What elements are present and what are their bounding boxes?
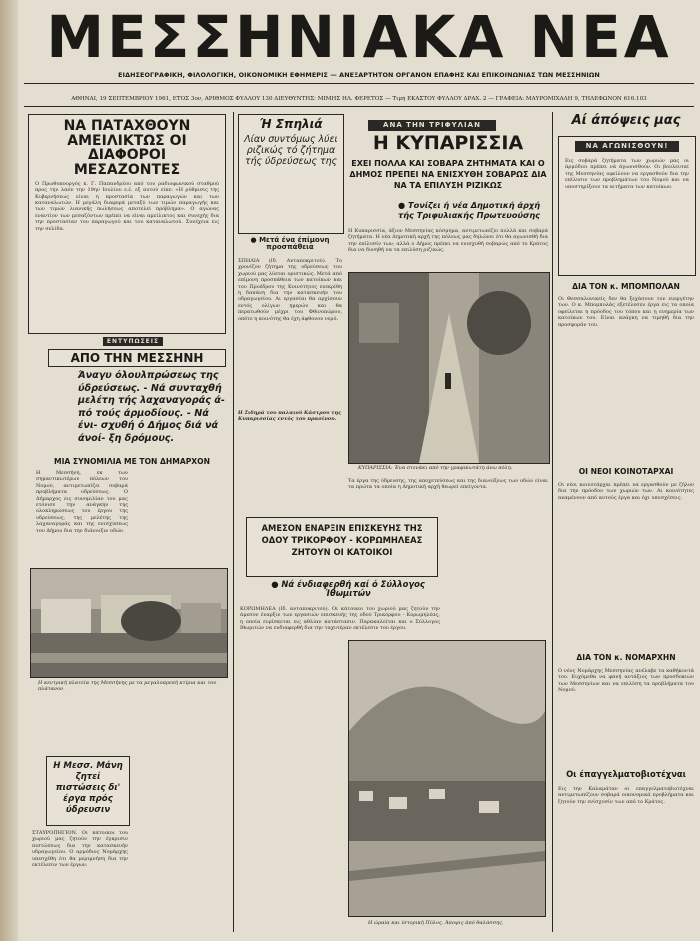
messini-quote: Άναγυ όλουλπρώσεως της ύδρεύσεως. - Νά συνταχθή μελέτη τής λαχαναγοράς ά- πό τούς άρμοδίους. - Νά ένι- σχυθή ό Δήμος διά νά άνοί- ξη δρόμους. — [78, 370, 225, 444]
messini-subheading: ΜΙΑ ΣΥΝΟΜΙΛΙΑ ΜΕ ΤΟΝ ΔΗΜΑΡΧΟΝ — [54, 457, 210, 466]
column-divider-1 — [233, 112, 234, 932]
pylos-photo — [348, 640, 546, 917]
page-binding — [0, 0, 18, 941]
messini-section-title: ΑΠΟ ΤΗΝ ΜΕΣΣΗΝΗ — [70, 351, 204, 365]
newspaper-page — [18, 0, 700, 941]
mani-box — [46, 756, 130, 826]
mani-body: ΣΤΑΥΡΟΠΗΓΙΟΝ. Οι κάτοικοι του χωριού μας ζητούν την έγκρισιν πιστώσεως δια την κατασκευήν υδραγωγείου. Ο αρμόδιος Νομάρχης υπεσχέθη ότι θα μεριμνήση δια την εκτέλεσιν των έργων. — [32, 830, 128, 869]
nomarch-heading: ΔΙΑ ΤΟΝ κ. ΝΟΜΑΡΧΗΝ — [576, 653, 676, 662]
kyparissia-photo — [348, 272, 550, 464]
agonisthoun-body: Εις σοβαρά ζητήματα των χωριών μας οι άρμόδιοι πρέπει νά άγωνισθούν. Οι βουλευταί της Μεσσηνίας οφείλουν να εργασθούν δια την επίλυσιν των προβλημάτων του Νομού και να υποστηρίξουν τα αιτήματα των κατοίκων. — [565, 158, 689, 190]
pylos-photo-caption: Η ώραία και ίστορική Πύλος. Άποψις άπό θαλάσσης. — [368, 920, 504, 926]
craftsmen-heading: Οι έπαγγελματοβιοτέχναι — [566, 769, 686, 779]
new-community-leaders-body: Οι νέοι κοινοτάρχαι πρέπει να εργασθούν με ζήλον δια την πρόοδον των χωριών των. Αι κοινότητες αναμένουν από αυτούς έργα και όχι υποσχέσεις. — [558, 482, 694, 501]
masthead-title: ΜΕΣΣΗΝΙΑΚΑ ΝΕΑ — [46, 3, 672, 71]
spileo-caption: Η Σιδηρά του παλαιού Κάστρου της Κυπαρισσίας εντός του πρασίνου. — [238, 410, 342, 422]
dateline-rule — [24, 106, 694, 107]
spileo-subheading: Λίαν συντόμως λύει ριζικώς τό ζήτημα τής ύδρεύσεως της — [244, 133, 338, 167]
masthead-rule — [24, 83, 694, 84]
agonisthoun-box — [558, 136, 696, 276]
spileo-box — [238, 114, 344, 234]
messini-body: Η Μεσσήνη, εκ των σημαντικωτέρων πόλεων του Νομού, αντιμετωπίζει σοβαρά προβλήματα υδρεύσεως. Ο Δήμαρχος εις συνομιλίαν του μας ετόνισε την ανάγκην της ολοκληρώσεως του έργου της υδρεύσεως, της μελέτης της λαχαναγοράς και της ενισχύσεως του Δήμου δια την διάνοιξιν οδών. — [36, 470, 128, 534]
mesazontes-article — [28, 114, 226, 334]
opinions-headline: Αί άπόψεις μας — [571, 113, 681, 128]
trikorfo-headline: ΑΜΕΣΟΝ ΕΝΑΡΞΙΝ ΕΠΙΣΚΕΥΗΣ ΤΗΣ ΟΔΟΥ ΤΡΙΚΟΡΦΟΥ - ΚΟΡΩΜΗΛΕΑΣ ΖΗΤΟΥΝ ΟΙ ΚΑΤΟΙΚΟΙ — [261, 523, 423, 557]
nomarch-body: Ο νέος Νομάρχης Μεσσηνίας ανέλαβε τα καθήκοντά του. Ευχόμεθα να φανή αντάξιος των προσδοκιών των Μεσσηνίων και να επιλύση τα προβλήματα του Νομού. — [558, 668, 694, 694]
kyparissia-headline: Η ΚΥΠΑΡΙΣΣΙΑ — [372, 132, 524, 154]
trikorfo-tag: ● Νά ένδιαφερθή καί ό Σύλλογος Ίθωμιτών — [271, 579, 425, 598]
masthead-subtitle: ΕΙΔΗΣΕΟΓΡΑΦΙΚΗ, ΦΙΛΟΛΟΓΙΚΗ, ΟΙΚΟΝΟΜΙΚΗ ΕΦΗΜΕΡΙΣ — ΑΝΕΞΑΡΤΗΤΟΝ ΟΡΓΑΝΟΝ ΕΠΑΦΗΣ ΚΑΙ ΕΠΙΚΟΙΝΩΝΙΑΣ ΤΩΝ ΜΕΣΣΗΝΙΩΝ — [118, 71, 600, 79]
trikorfo-body: ΚΟΡΩΜΗΛΕΑ (Ιδ. ανταποκριτού). Οι κάτοικοι του χωριού μας ζητούν την άμεσον έναρξιν των εργασιών επισκευής της οδού Τρικόρφου - Κορωμηλέας, η οποία ευρίσκεται εις αθλίαν κατάστασιν. Παρακαλείται και ο Σύλλογος Ιθωμιτών να ενδιαφερθή δια την ταχυτέραν εκτέλεσιν του έργου. — [240, 606, 440, 632]
mesazontes-body: Ο Πρωθυπουργός κ. Γ. Παπανδρέου από του ραδιοφωνικού σταθμού προς την λαόν την 19ην Ιουλίου ε.έ. εξ αυτού είπε: «Η ρύθμισις της Κυβερνήσεως είναι η προστασία των παραγωγών και των καταναλωτών. Η μεγάλη διαφορά μεταξύ των τιμών παραγωγής και των τιμών λιανικής πωλήσεως αποτελεί πρόβλημα». Ο αγώνας εναντίον των μεσαζόντων πρέπει να είναι αμείλικτος και συνεχής δια την προστασίαν του παραγωγού και του καταναλωτού. Συνέχεια εις την σελίδα. — [35, 180, 219, 232]
messini-section-box — [48, 349, 226, 367]
bompolas-heading: ΔΙΑ ΤΟΝ κ. ΜΠΟΜΠΟΛΑΝ — [572, 282, 680, 291]
kyparissia-body-continued: Τα έργα της ύδρευσης, της αποχετεύσεως και της διανοίξεως των οδών είναι τα πρώτα τα οποία η Δημοτική αρχή θεωρεί επείγοντα. — [348, 478, 548, 491]
trikorfo-box — [246, 517, 438, 577]
kyparissia-body: Η Κυπαρισσία, άξιον Μεσσηνίας κόσμημα, αντιμετωπίζει πολλά και σοβαρά ζητήματα. Η νέα Δημοτική αρχή της πόλεως μας δηλώνει ότι θα αγωνισθή δια την επίλυσίν των, αλλά ο Δήμος πρέπει να ενισχυθή σοβαρώς από το Κράτος δια να δυνηθή να τα επιλύση ριζικώς. — [348, 228, 548, 254]
dateline: ΑΘΗΝΑΙ, 19 ΣΕΠΤΕΜΒΡΙΟΥ 1961, ΕΤΟΣ 3ον, ΑΡΙΘΜΟΣ ΦΥΛΛΟΥ 130 ΔΙΕΥΘΥΝΤΗΣ: ΜΙΜΗΣ ΗΛ. ΦΕΡΕΤΟΣ — Τιμή ΕΚΑΣΤΟΥ ΦΥΛΛΟΥ ΔΡΑΧ. 2 — ΓΡΑΦΕΙΑ: ΜΑΥΡΟΜΙΧΑΛΗ 9, ΤΗΛΕΦΩΝΟΝ 616.103 — [71, 96, 647, 102]
mesazontes-headline: ΝΑ ΠΑΤΑΧΘΟΥΝ ΑΜΕΙΛΙΚΤΩΣ ΟΙ ΔΙΑΦΟΡΟΙ ΜΕΣΑΖΟΝΤΕΣ — [63, 118, 191, 179]
spileo-tag: ● Μετά ένα έπίμονη προσπάθεια — [250, 236, 330, 252]
bompolas-body: Οι Θεσσαλονικείς δεν θα ξεχάσουν τον ευεργέτην των. Ο κ. Μπομπολάς εξετέλεσεν έργα εις τα οποία οφείλεται η πρόοδος του τόπου και η ευημερία των κατοίκων του. Είναι ανάγκη να τιμηθή δια την προσφοράν του. — [558, 296, 694, 328]
kyparissia-photo-caption: ΚΥΠΑΡΙΣΣΙΑ: Ένα στενάκι από την γραφικωτάτη άνω πόλη. — [358, 465, 513, 471]
kyparissia-tag: ● Τονίζει ή νέα Δημοτική άρχή τής Τριφυλιακής Πρωτευούσης — [398, 200, 541, 220]
messini-photo-caption: Η κεντρική πλατεία της Μεσσήνης με τα μεγαλοπρεπή κτίρια και τον πλάτανον. — [38, 680, 217, 692]
craftsmen-body: Εις την Καλαμάταν οι επαγγελματοβιοτέχναι αντιμετωπίζουν σοβαρά οικονομικά προβλήματα και ζητούν την ενίσχυσίν των από το Κράτος. — [558, 786, 694, 805]
trifylia-band: ΑΝΑ ΤΗΝ ΤΡΙΦΥΛΙΑΝ — [368, 120, 496, 131]
spileo-body: ΣΠΗΛΙΑ (Ιδ. Ανταποκριτού). Το χρονίζον ζήτημα της υδρεύσεως του χωριού μας λύεται οριστικώς. Μετά από επίμονη προσπάθεια των κατοίκων και του Προέδρου της Κοινότητος ενεκρίθη η δαπάνη δια την κατασκευήν του υδραγωγείου. Αι εργασίαι θα αρχίσουν εντός ολίγων ημερών και θα περατωθούν μέχρι του Φθινοπώρου, οπότε η κοινότης θα έχη άφθονον νερό. — [238, 258, 342, 322]
new-community-leaders-heading: ΟΙ ΝΕΟΙ ΚΟΙΝΟΤΑΡΧΑΙ — [578, 467, 674, 476]
column-divider-2 — [552, 112, 553, 932]
kyparissia-subheading: ΕΧΕΙ ΠΟΛΛΑ ΚΑΙ ΣΟΒΑΡΑ ΖΗΤΗΜΑΤΑ ΚΑΙ Ο ΔΗΜΟΣ ΠΡΕΠΕΙ ΝΑ ΕΝΙΣΧΥΘΗ ΣΟΒΑΡΩΣ ΔΙΑ ΝΑ ΤΑ ΕΠΙΛΥΣΗ ΡΙΖΙΚΩΣ — [349, 159, 547, 190]
agonisthoun-title: ΝΑ ΑΓΩΝΙΣΘΟΥΝ! — [575, 141, 679, 152]
entyposeis-band: ΕΝΤΥΠΩΣΕΙΣ — [103, 337, 163, 346]
messini-square-photo — [30, 568, 228, 678]
spileo-headline: Ή Σπηλιά — [259, 117, 323, 131]
mani-headline: Η Μεσσ. Μάνη ζητεί πιστώσεις δι' έργα πρός ύδρευσιν — [53, 761, 123, 815]
